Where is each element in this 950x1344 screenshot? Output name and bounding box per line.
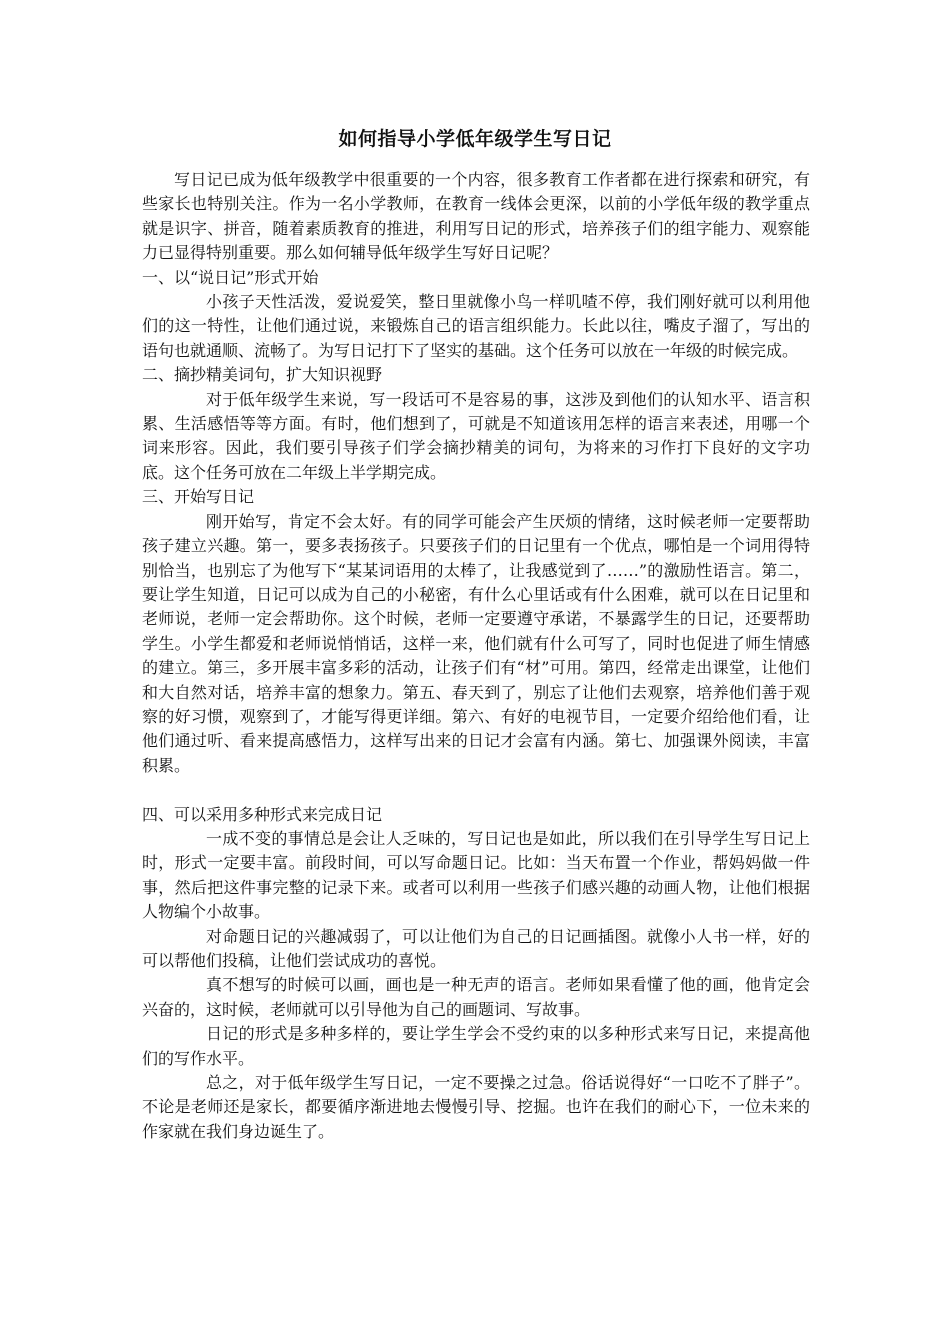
section-heading-4: 四、可以采用多种形式来完成日记 bbox=[142, 804, 383, 824]
conclusion-paragraph: 总之，对于低年级学生写日记，一定不要操之过急。俗话说得好“一口吃不了胖子”。不论是老师还是家长，都要循序渐进地去慢慢引导、挖掘。也许在我们的耐心下，一位未来的作家就在我们身边诞生了。 bbox=[142, 1073, 810, 1141]
section-heading-1: 一、以“说日记”形式开始 bbox=[142, 267, 319, 287]
blank-line bbox=[142, 778, 810, 802]
section-4-paragraph-1: 一成不变的事情总是会让人乏味的，写日记也是如此，所以我们在引导学生写日记上时，形式一定要丰富。前段时间，可以写命题日记。比如：当天布置一个作业，帮妈妈做一件事，然后把这件事完整的记录下来。或者可以利用一些孩子们感兴趣的动画人物，让他们根据人物编个小故事。 bbox=[142, 828, 810, 922]
intro-paragraph: 写日记已成为低年级教学中很重要的一个内容，很多教育工作者都在进行探索和研究，有些家长也特别关注。作为一名小学教师，在教育一线体会更深，以前的小学低年级的教学重点就是识字、拼音，随着素质教育的推进，利用写日记的形式，培养孩子们的组字能力、观察能力已显得特别重要。那么如何辅导低年级学生写好日记呢？ bbox=[142, 170, 810, 263]
document-title: 如何指导小学低年级学生写日记 bbox=[338, 128, 612, 150]
document-body bbox=[142, 168, 810, 1144]
section-4-paragraph-4: 日记的形式是多种多样的，要让学生学会不受约束的以多种形式来写日记，来提高他们的写作水平。 bbox=[142, 1024, 810, 1068]
section-2-paragraph: 对于低年级学生来说，写一段话可不是容易的事，这涉及到他们的认知水平、语言积累、生活感悟等等方面。有时，他们想到了，可就是不知道该用怎样的语言来表述，用哪一个词来形容。因此，我们要引导孩子们学会摘抄精美的词句，为将来的习作打下良好的文字功底。这个任务可放在二年级上半学期完成。 bbox=[142, 389, 810, 482]
section-heading-2: 二、摘抄精美词句，扩大知识视野 bbox=[142, 365, 383, 385]
section-1-paragraph: 小孩子天性活泼，爱说爱笑，整日里就像小鸟一样叽喳不停，我们刚好就可以利用他们的这一特性，让他们通过说，来锻炼自己的语言组织能力。长此以往，嘴皮子溜了，写出的语句也就通顺、流畅了。为写日记打下了坚实的基础。这个任务可以放在一年级的时候完成。 bbox=[142, 292, 810, 360]
section-3-paragraph: 刚开始写，肯定不会太好。有的同学可能会产生厌烦的情绪，这时候老师一定要帮助孩子建立兴趣。第一，要多表扬孩子。只要孩子们的日记里有一个优点，哪怕是一个词用得特别恰当，也别忘了为他写下“某某词语用的太棒了，让我感觉到了……”的激励性语言。第二，要让学生知道，日记可以成为自己的小秘密，有什么心里话或有什么困难，就可以在日记里和老师说，老师一定会帮助你。这个时候，老师一定要遵守承诺，不暴露学生的日记，还要帮助学生。小学生都爱和老师说悄悄话，这样一来，他们就有什么可写了，同时也促进了师生情感的建立。第三，多开展丰富多彩的活动，让孩子们有“材”可用。第四，经常走出课堂，让他们和大自然对话，培养丰富的想象力。第五、春天到了，别忘了让他们去观察，培养他们善于观察的好习惯，观察到了，才能写得更详细。第六、有好的电视节目，一定要介绍给他们看，让他们通过听、看来提高感悟力，这样写出来的日记才会富有内涵。第七、加强课外阅读，丰富积累。 bbox=[142, 511, 810, 775]
section-4-paragraph-2: 对命题日记的兴趣减弱了，可以让他们为自己的日记画插图。就像小人书一样，好的可以帮他们投稿，让他们尝试成功的喜悦。 bbox=[142, 926, 810, 970]
section-heading-3: 三、开始写日记 bbox=[142, 487, 255, 507]
section-4-paragraph-3: 真不想写的时候可以画，画也是一种无声的语言。老师如果看懂了他的画，他肯定会兴奋的，这时候，老师就可以引导他为自己的画题词、写故事。 bbox=[142, 975, 810, 1019]
